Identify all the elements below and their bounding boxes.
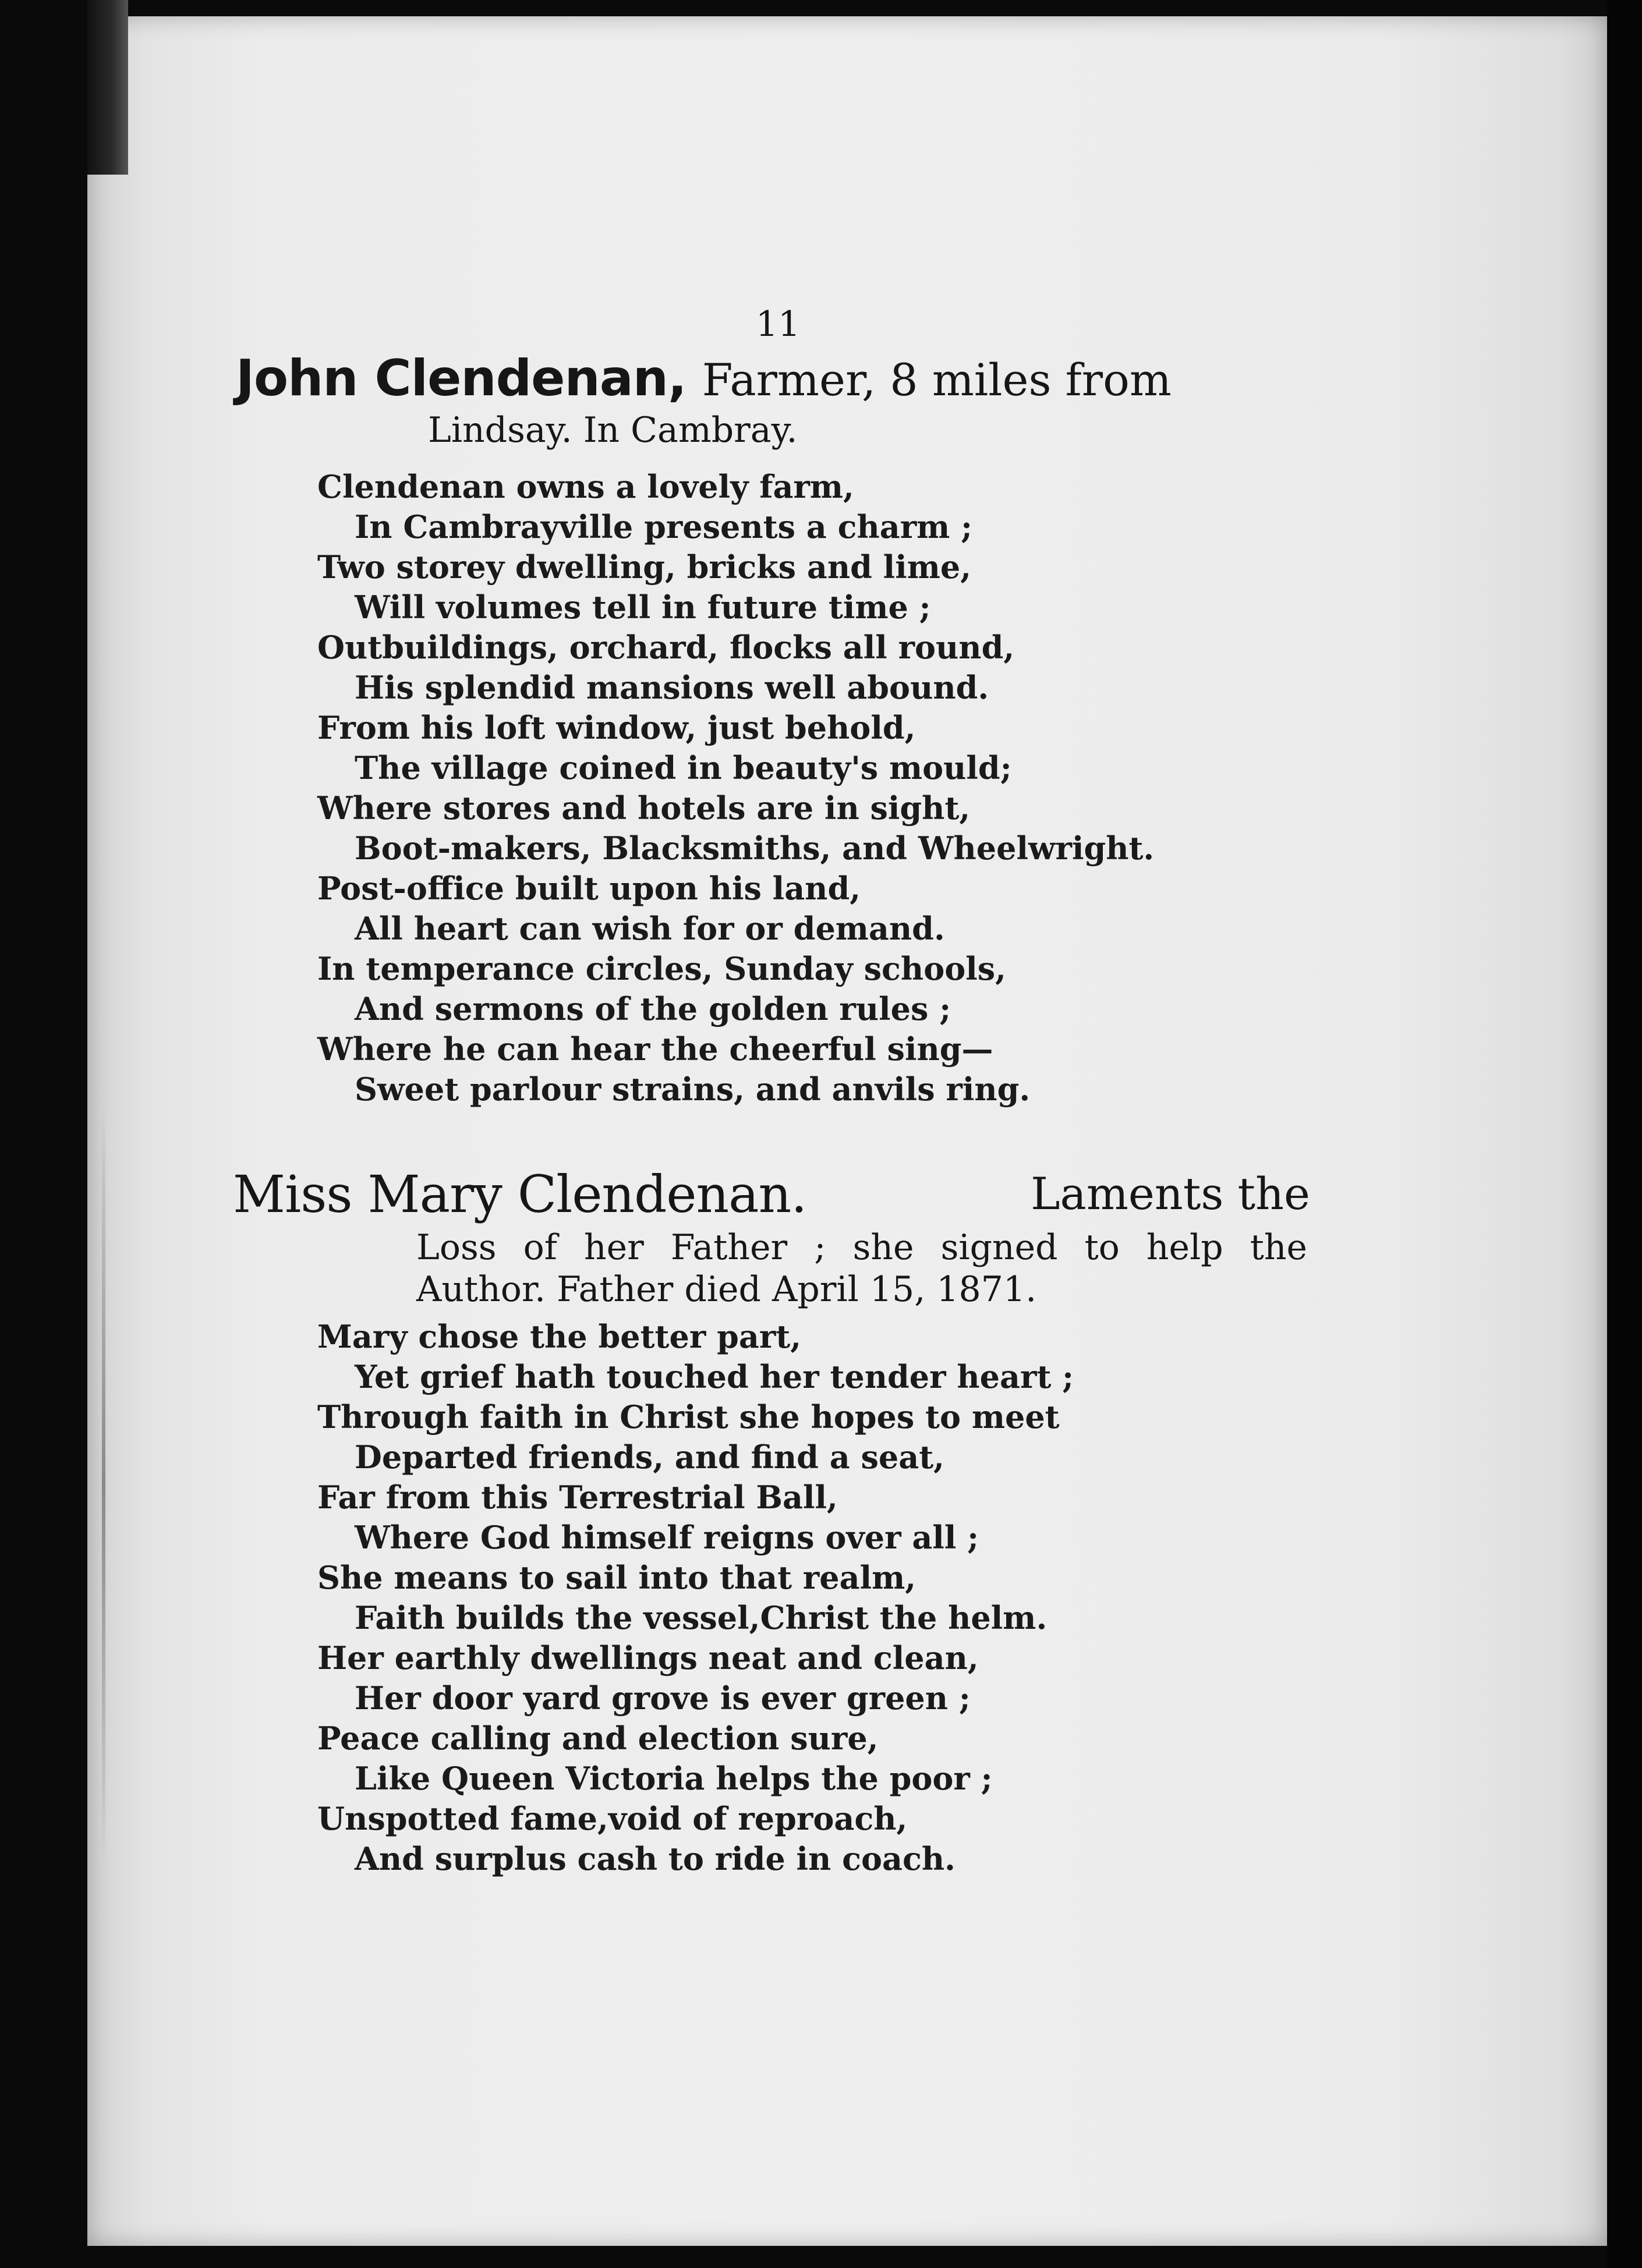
- verse-line: Departed friends, and find a seat,: [355, 1438, 944, 1476]
- scan-right-border: [1607, 0, 1642, 2268]
- poem-mary-clendenan: [317, 1317, 1074, 1879]
- verse-line: Like Queen Victoria helps the poor ;: [355, 1760, 993, 1797]
- poem-john-clendenan: [317, 467, 1154, 1110]
- entry-subline: Loss of her Father ; she signed to help the: [416, 1227, 1307, 1268]
- entry-name: Miss Mary Clendenan.: [233, 1164, 807, 1224]
- verse-line: Two storey dwelling, bricks and lime,: [317, 548, 972, 586]
- binding-edge: [87, 0, 128, 175]
- verse-line: Where God himself reigns over all ;: [355, 1519, 979, 1556]
- entry-heading-john-clendenan: [236, 349, 1172, 407]
- verse-line: She means to sail into that realm,: [317, 1559, 916, 1596]
- entry-descriptor: Laments the: [1031, 1168, 1310, 1220]
- verse-line: All heart can wish for or demand.: [355, 910, 945, 947]
- entry-subline-2: Author. Father died April 15, 1871.: [416, 1269, 1037, 1310]
- verse-line: And surplus cash to ride in coach.: [355, 1840, 956, 1877]
- verse-line: Boot-makers, Blacksmiths, and Wheelwright.: [355, 830, 1155, 867]
- verse-line: In temperance circles, Sunday schools,: [317, 950, 1006, 987]
- verse-line: Far from this Terrestrial Ball,: [317, 1479, 838, 1516]
- entry-descriptor: Farmer, 8 miles from: [702, 354, 1172, 406]
- paper-fold-shadow: [102, 1106, 105, 1863]
- verse-line: Her door yard grove is ever green ;: [355, 1679, 971, 1717]
- verse-line: Faith builds the vessel,Christ the helm.: [355, 1599, 1048, 1636]
- verse-line: The village coined in beauty's mould;: [355, 749, 1012, 786]
- verse-line: Post-office built upon his land,: [317, 870, 861, 907]
- verse-line: Where he can hear the cheerful sing—: [317, 1030, 993, 1068]
- verse-line: His splendid mansions well abound.: [355, 669, 989, 706]
- verse-line: From his loft window, just behold,: [317, 709, 916, 746]
- verse-line: Through faith in Christ she hopes to meet: [317, 1398, 1060, 1436]
- entry-heading-mary-clendenan: [233, 1164, 1310, 1224]
- entry-name: John Clendenan,: [236, 349, 686, 407]
- verse-line: Will volumes tell in future time ;: [355, 589, 931, 626]
- page-number: 11: [756, 304, 801, 345]
- verse-line: Outbuildings, orchard, flocks all round,: [317, 629, 1015, 666]
- verse-line: Clendenan owns a lovely farm,: [317, 468, 854, 505]
- verse-line: And sermons of the golden rules ;: [355, 990, 951, 1027]
- entry-subline: Lindsay. In Cambray.: [428, 410, 798, 451]
- verse-line: In Cambrayville presents a charm ;: [355, 508, 973, 545]
- verse-line: Where stores and hotels are in sight,: [317, 789, 971, 827]
- verse-line: Mary chose the better part,: [317, 1318, 802, 1355]
- verse-line: Sweet parlour strains, and anvils ring.: [355, 1071, 1031, 1108]
- verse-line: Her earthly dwellings neat and clean,: [317, 1639, 979, 1677]
- verse-line: Peace calling and election sure,: [317, 1720, 879, 1757]
- verse-line: Unspotted fame,void of reproach,: [317, 1800, 908, 1837]
- verse-line: Yet grief hath touched her tender heart ;: [355, 1358, 1074, 1395]
